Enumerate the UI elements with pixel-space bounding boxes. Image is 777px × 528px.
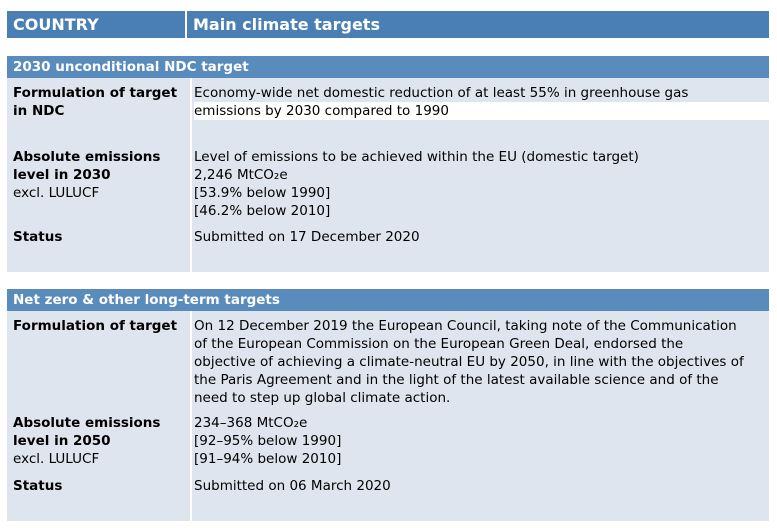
- status-label: Status: [13, 229, 63, 245]
- absolute-value: 234–368 MtCO₂e [92–95% below 1990] [91–94% below 2010]: [194, 415, 342, 467]
- formulation-value: On 12 December 2019 the European Council, taking note of the Communication of the European Commission on the European Green Deal, endorsed the objective of achieving a climate-neutral EU by 2050, in line with the objectives of the Paris Agreement and in the light of the latest available science and of the need to step up global climate action.: [194, 318, 744, 406]
- status-label: Status: [13, 478, 63, 494]
- formulation-value: Economy-wide net domestic reduction of at least 55% in greenhouse gas emissions by 2030 compared to 1990: [192, 84, 769, 120]
- status-value: Submitted on 17 December 2020: [194, 229, 420, 245]
- formulation-label: Formulation of target in NDC: [13, 85, 178, 119]
- absolute-label: Absolute emissions level in 2030 excl. LULUCF: [13, 149, 161, 201]
- absolute-label: Absolute emissions level in 2050 excl. LULUCF: [13, 415, 161, 467]
- row-formulation-2030: [7, 84, 769, 138]
- status-value: Submitted on 06 March 2020: [194, 478, 391, 494]
- formulation-label: Formulation of target: [13, 318, 178, 334]
- row-absolute-2050: [7, 414, 769, 470]
- targets-header: Main climate targets: [193, 15, 380, 34]
- table-header: [7, 11, 769, 38]
- section-2030-title: 2030 unconditional NDC target: [7, 56, 769, 78]
- row-absolute-2030: [7, 148, 769, 222]
- section-netzero-body: [7, 311, 769, 521]
- row-status-2030: [7, 228, 769, 252]
- section-2030-body: [7, 78, 769, 272]
- absolute-value: Level of emissions to be achieved within the EU (domestic target) 2,246 MtCO₂e [53.9% below 1990] [46.2% below 2010]: [194, 149, 639, 219]
- row-formulation-netzero: [7, 317, 769, 409]
- row-status-netzero: [7, 477, 769, 501]
- country-header: COUNTRY: [7, 11, 187, 38]
- section-netzero-title: Net zero & other long-term targets: [7, 289, 769, 311]
